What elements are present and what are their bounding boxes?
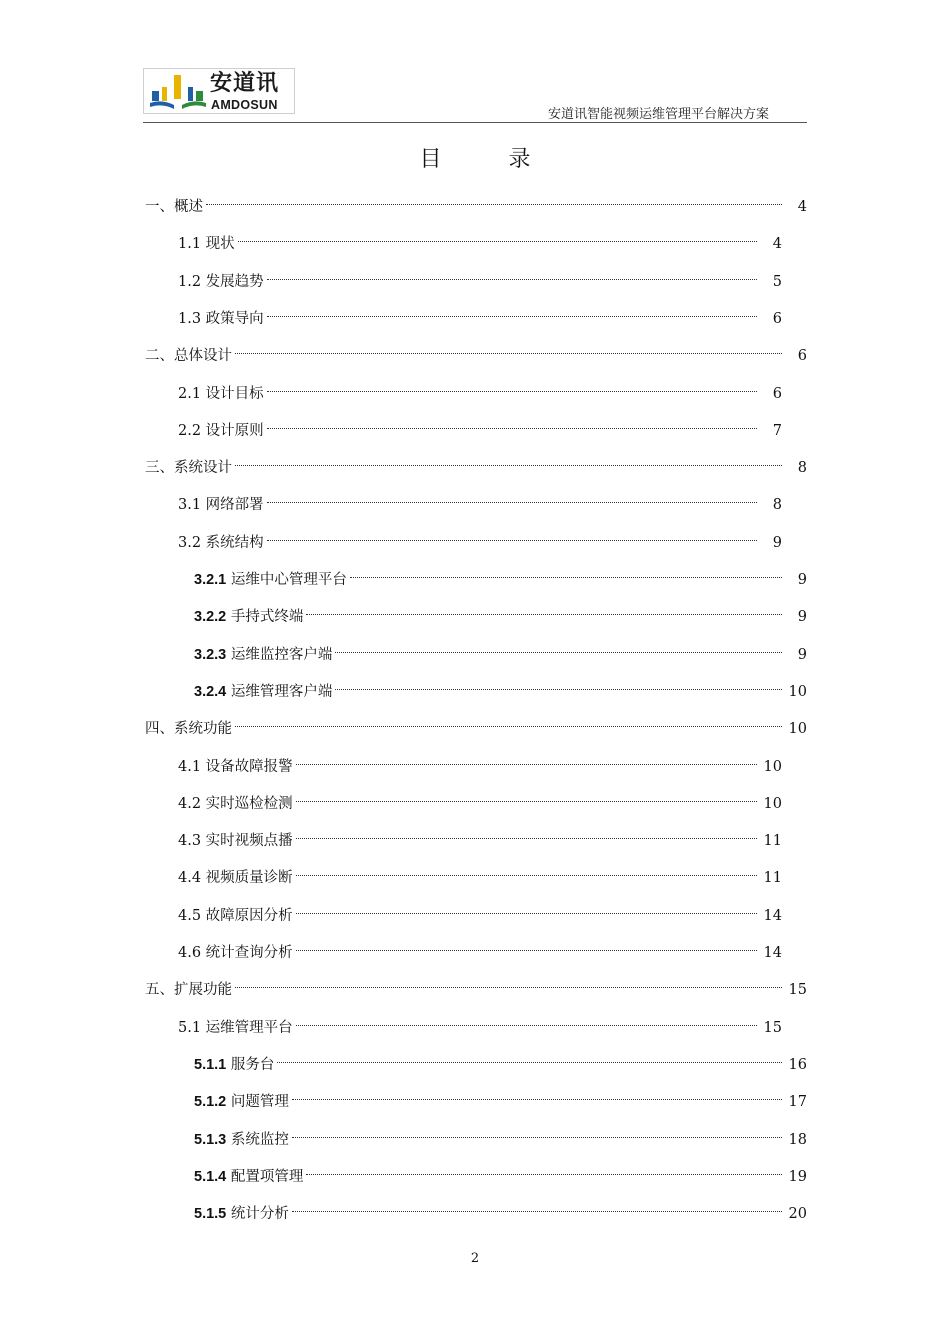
toc-entry[interactable] — [194, 1085, 807, 1119]
toc-entry-text: 运维管理客户端 — [226, 683, 333, 700]
toc-entry-page: 5 — [772, 273, 782, 290]
toc-entry-text: 统计分析 — [226, 1206, 289, 1223]
document-header-title: 安道讯智能视频运维管理平台解决方案 — [547, 107, 769, 122]
toc-dot-leader — [296, 801, 757, 802]
toc-dot-leader — [267, 540, 757, 541]
toc-entry-label: 四、系统功能 — [145, 721, 232, 738]
toc-dot-leader — [296, 913, 757, 914]
toc-entry[interactable] — [145, 190, 807, 224]
toc-entry[interactable] — [178, 302, 782, 336]
toc-entry-label: 4.1 设备故障报警 — [178, 758, 293, 775]
toc-entry[interactable] — [178, 377, 782, 411]
toc-entry[interactable] — [145, 712, 807, 746]
toc-dot-leader — [206, 204, 782, 205]
toc-entry-number: 3.2.4 — [194, 683, 227, 700]
toc-entry[interactable] — [178, 526, 782, 560]
toc-dot-leader — [296, 1025, 757, 1026]
toc-dot-leader — [296, 838, 757, 839]
toc-entry[interactable] — [145, 973, 807, 1007]
toc-entry-number: 5.1.2 — [194, 1094, 227, 1111]
toc-entry-page: 8 — [797, 460, 807, 477]
toc-entry-text: 系统监控 — [226, 1131, 289, 1148]
toc-entry-label — [194, 1085, 289, 1119]
toc-heading: 目 录 — [419, 147, 561, 172]
toc-entry[interactable] — [194, 563, 807, 597]
toc-entry-label — [194, 563, 347, 597]
company-logo — [143, 68, 295, 114]
toc-dot-leader — [306, 614, 782, 615]
logo-mark-icon — [148, 73, 208, 111]
toc-entry-page: 10 — [788, 683, 807, 700]
toc-entry-page: 4 — [772, 236, 782, 253]
toc-entry-text: 配置项管理 — [226, 1168, 304, 1185]
toc-entry-page: 15 — [788, 982, 807, 999]
toc-dot-leader — [267, 502, 757, 503]
toc-entry-label: 二、总体设计 — [145, 348, 232, 365]
toc-entry-label — [194, 1048, 274, 1082]
toc-entry-text: 服务台 — [226, 1056, 275, 1073]
toc-dot-leader — [238, 241, 757, 242]
toc-dot-leader — [267, 428, 757, 429]
toc-entry-number: 5.1.4 — [194, 1168, 227, 1185]
logo-english-name: AMDOSUN — [211, 98, 278, 112]
toc-entry-page: 10 — [763, 758, 782, 775]
toc-entry[interactable] — [194, 675, 807, 709]
toc-entry-page: 14 — [763, 907, 782, 924]
toc-dot-leader — [277, 1062, 782, 1063]
toc-dot-leader — [235, 726, 782, 727]
toc-entry-page: 19 — [788, 1168, 807, 1185]
toc-entry[interactable] — [178, 1011, 782, 1045]
toc-entry[interactable] — [178, 824, 782, 858]
toc-entry-label — [194, 638, 332, 672]
toc-entry[interactable] — [178, 488, 782, 522]
toc-entry-number: 3.2.3 — [194, 646, 227, 663]
toc-dot-leader — [296, 950, 757, 951]
toc-entry[interactable] — [178, 750, 782, 784]
toc-dot-leader — [267, 279, 757, 280]
toc-entry-label — [194, 675, 332, 709]
toc-dot-leader — [292, 1137, 782, 1138]
toc-entry[interactable] — [194, 1197, 807, 1231]
toc-entry-label: 4.5 故障原因分析 — [178, 907, 293, 924]
toc-dot-leader — [350, 577, 782, 578]
toc-entry-text: 问题管理 — [226, 1094, 289, 1111]
toc-dot-leader — [296, 764, 757, 765]
toc-dot-leader — [235, 353, 782, 354]
toc-entry[interactable] — [178, 227, 782, 261]
toc-entry-label: 5.1 运维管理平台 — [178, 1019, 293, 1036]
toc-entry-label: 4.6 统计查询分析 — [178, 945, 293, 961]
toc-entry-page: 10 — [763, 795, 782, 812]
toc-entry-page: 9 — [797, 572, 807, 588]
toc-entry-label: 1.2 发展趋势 — [178, 273, 264, 290]
toc-entry-page: 6 — [797, 348, 807, 365]
toc-entry-label — [194, 1160, 303, 1194]
toc-entry-page: 9 — [772, 534, 782, 551]
toc-entry-number: 3.2.2 — [194, 609, 227, 626]
toc-entry-label: 3.2 系统结构 — [178, 534, 264, 551]
toc-entry-number: 5.1.3 — [194, 1131, 227, 1148]
toc-entry[interactable] — [178, 787, 782, 821]
toc-dot-leader — [335, 652, 782, 653]
toc-entry[interactable] — [178, 936, 782, 970]
toc-entry-label: 三、系统设计 — [145, 460, 232, 477]
toc-entry-label: 1.3 政策导向 — [178, 310, 264, 327]
toc-dot-leader — [235, 987, 782, 988]
toc-entry-number: 3.2.1 — [194, 572, 227, 588]
toc-entry-text: 运维中心管理平台 — [226, 572, 347, 588]
toc-entry[interactable] — [178, 265, 782, 299]
toc-entry-page: 7 — [772, 422, 782, 439]
toc-entry-label: 2.2 设计原则 — [178, 422, 264, 439]
toc-entry-label: 2.1 设计目标 — [178, 385, 264, 402]
toc-entry[interactable] — [178, 861, 782, 895]
toc-entry-page: 18 — [788, 1131, 807, 1148]
toc-entry-label — [194, 600, 303, 634]
toc-entry-label: 4.2 实时巡检检测 — [178, 795, 293, 812]
toc-dot-leader — [306, 1174, 782, 1175]
toc-entry-label — [194, 1197, 289, 1231]
toc-dot-leader — [292, 1211, 782, 1212]
toc-entry[interactable] — [178, 899, 782, 933]
toc-entry[interactable] — [145, 451, 807, 485]
toc-entry-label: 1.1 现状 — [178, 236, 235, 253]
toc-entry-label — [194, 1123, 289, 1157]
toc-entry-label: 3.1 网络部署 — [178, 497, 264, 514]
toc-dot-leader — [267, 316, 757, 317]
toc-entry[interactable] — [145, 339, 807, 373]
toc-dot-leader — [235, 465, 782, 466]
toc-entry-page: 9 — [797, 609, 807, 626]
toc-entry-page: 4 — [797, 199, 807, 215]
toc-entry-page: 6 — [772, 385, 782, 402]
toc-entry-label: 4.3 实时视频点播 — [178, 833, 293, 850]
toc-entry-text: 手持式终端 — [226, 609, 304, 626]
toc-dot-leader — [296, 875, 757, 876]
toc-entry-number: 5.1.5 — [194, 1206, 227, 1223]
logo-chinese-name: 安道讯 — [210, 71, 280, 96]
footer-page-number: 2 — [470, 1251, 480, 1266]
toc-entry-page: 20 — [788, 1206, 807, 1223]
toc-entry[interactable] — [194, 1123, 807, 1157]
toc-entry-page: 11 — [763, 833, 782, 850]
header-divider — [143, 122, 807, 123]
toc-entry-number: 5.1.1 — [194, 1056, 227, 1073]
toc-entry-page: 6 — [772, 310, 782, 327]
toc-entry-page: 11 — [763, 870, 782, 887]
toc-entry-page: 8 — [772, 497, 782, 514]
toc-entry-label: 五、扩展功能 — [145, 982, 232, 999]
toc-entry[interactable] — [194, 1160, 807, 1194]
toc-dot-leader — [335, 689, 782, 690]
toc-entry-page: 15 — [763, 1019, 782, 1036]
toc-dot-leader — [292, 1099, 782, 1100]
toc-entry-page: 10 — [788, 721, 807, 738]
toc-entry[interactable] — [194, 600, 807, 634]
toc-entry[interactable] — [194, 638, 807, 672]
toc-entry[interactable] — [178, 414, 782, 448]
toc-dot-leader — [267, 391, 757, 392]
toc-entry-page: 9 — [797, 646, 807, 663]
toc-entry-label: 一、概述 — [145, 199, 203, 215]
toc-entry-page: 14 — [763, 945, 782, 961]
toc-entry-label: 4.4 视频质量诊断 — [178, 870, 293, 887]
toc-entry-text: 运维监控客户端 — [226, 646, 333, 663]
toc-entry[interactable] — [194, 1048, 807, 1082]
toc-entry-page: 17 — [788, 1094, 807, 1111]
toc-entry-page: 16 — [788, 1056, 807, 1073]
